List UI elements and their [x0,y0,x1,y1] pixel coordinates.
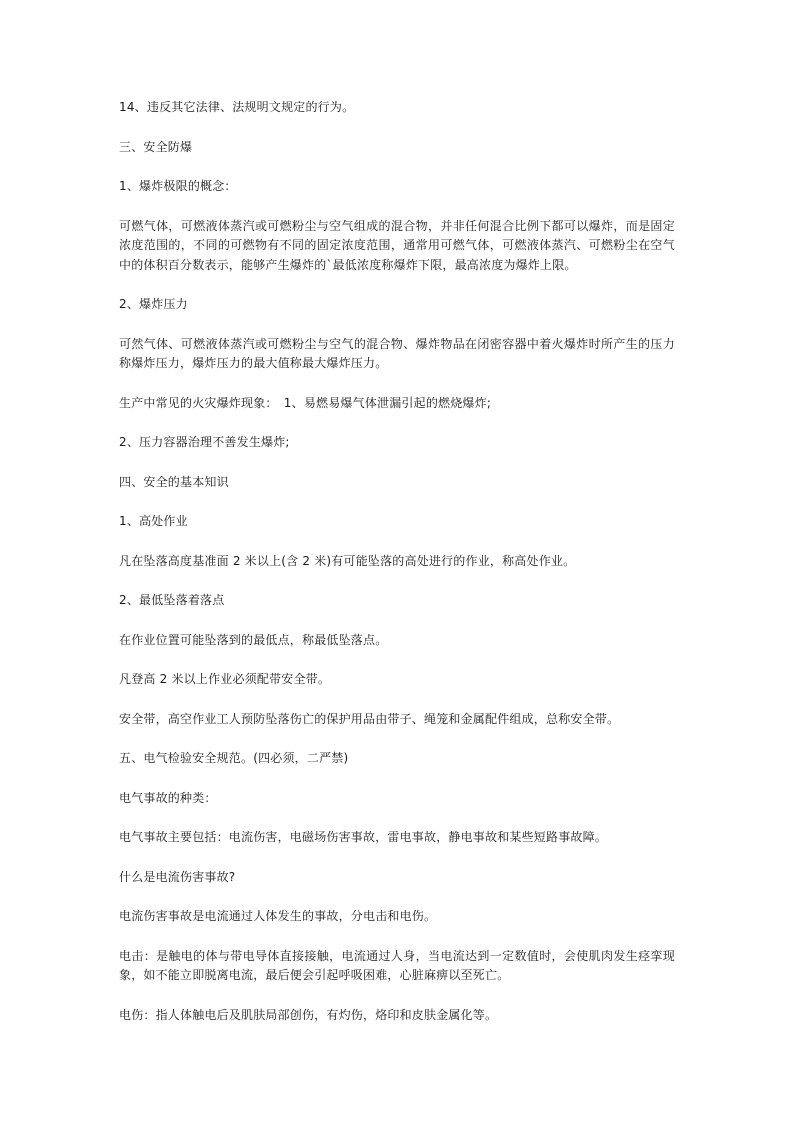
heading-lowest-fall-point: 2、最低坠落着落点 [119,593,225,607]
paragraph-explosion-pressure: 可然气体、可燃液体蒸汽或可燃粉尘与空气的混合物、爆炸物品在闭密容器中着火爆炸时所产生的压力称爆炸压力，爆炸压力的最大值称最大爆炸压力。 [119,336,675,370]
paragraph-electric-shock: 电击：是触电的体与带电导体直接接触，电流通过人身，当电流达到一定数值时，会使肌肉发生痉挛现象，如不能立即脱离电流，最后便会引起呼吸困难，心脏麻痹以至死亡。 [119,948,675,982]
paragraph-law-violation: 14、违反其它法律、法规明文规定的行为。 [119,100,355,114]
paragraph-safety-belt-required: 凡登高 2 米以上作业必须配带安全带。 [119,672,331,686]
paragraph-common-fire-explosion: 生产中常见的火灾爆炸现象： 1、易燃易爆气体泄漏引起的燃烧爆炸; [119,395,492,410]
heading-work-at-height: 1、高处作业 [119,514,188,528]
paragraph-current-injury: 电流伤害事故是电流通过人体发生的事故，分电击和电伤。 [119,909,437,923]
paragraph-pressure-vessel: 2、压力容器治理不善发生爆炸; [119,435,290,449]
paragraph-electrical-accident-types: 电气事故主要包括：电流伤害，电磁场伤害事故，雷电事故，静电事故和某些短路事故障。 [119,830,608,844]
paragraph-electric-burn: 电伤：指人体触电后及肌肤局部创伤，有灼伤，烙印和皮肤金属化等。 [119,1007,498,1022]
heading-current-injury: 什么是电流伤害事故? [119,869,236,884]
paragraph-work-at-height: 凡在坠落高度基准面 2 米以上(含 2 米)有可能坠落的高处进行的作业，称高处作业。 [119,553,576,568]
document-body [119,98,675,1045]
heading-electrical-accident-types: 电气事故的种类： [119,790,217,805]
paragraph-explosion-limit: 可燃气体，可燃液体蒸汽或可燃粉尘与空气组成的混合物，并非任何混合比例下都可以爆炸，而是固定浓度范围的，不同的可燃物有不同的固定浓度范围，通常用可燃气体，可燃液体蒸汽、可燃粉尘在空气中的体积百分数表示，能够产生爆炸的`最低浓度称爆炸下限，最高浓度为爆炸上限。 [119,218,675,272]
heading-basic-safety: 四、安全的基本知识 [119,474,229,489]
paragraph-lowest-fall-point: 在作业位置可能坠落到的最低点，称最低坠落点。 [119,632,388,647]
heading-explosion-pressure: 2、爆炸压力 [119,297,188,311]
paragraph-safety-belt-definition: 安全带，高空作业工人预防坠落伤亡的保护用品由带子、绳笼和金属配件组成，总称安全带。 [119,711,620,726]
heading-explosion-limit: 1、爆炸极限的概念： [119,179,237,193]
heading-explosion-safety: 三、安全防爆 [119,139,193,154]
heading-electrical-safety: 五、电气检验安全规范。(四必须，二严禁) [119,751,349,765]
